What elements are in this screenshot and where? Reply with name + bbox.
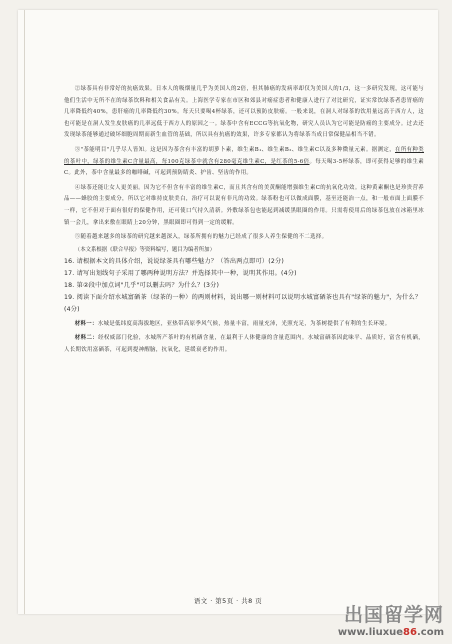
- paragraph-5: ⑤随着越来越多的绿茶的研究越来越深入，绿茶所拥有的魅力已经成了很多人养生保健的不二选择。: [74, 234, 328, 241]
- paragraph-3: [64, 145, 424, 180]
- question-17: 17. 请写出划线句子采用了哪两种说明方法？并选择其中一种，说明其作用。(4分): [64, 269, 297, 277]
- page-footer: 语文 · 第5页 · 共8 页: [193, 597, 263, 605]
- watermark-logo-text: 出国留学网: [343, 604, 444, 626]
- page-fold-line: [24, 10, 25, 614]
- underlined-sentence: 在所有种类的茶叶中，绿茶的维生素C含量最高，每100克绿茶中就含有280毫克维生素C，是红茶的5-6倍: [64, 146, 424, 165]
- paragraph-3-text-a: ③"茶能明目"几乎尽人皆知。这是因为茶含有丰富的胡萝卜素，维生素B₁、维生素B₂、维生素C以及多种微量元素。据测定，: [74, 146, 396, 153]
- site-watermark: [338, 600, 444, 638]
- paragraph-3-text-b: 。每天喝3-5杯绿茶，即可获得足够的维生素C。此外，茶中含量最多的咖啡碱，可起到预防睛炎、护齿、坚齿的作用。: [64, 158, 425, 177]
- question-16: 16. 请根据本文的具体介绍，说说绿茶具有哪些魅力？（答出两点即可）(2分): [64, 257, 284, 265]
- watermark-url-c: .com: [416, 627, 444, 638]
- material-1: [64, 319, 424, 331]
- watermark-url-a: www.liuxue: [337, 627, 404, 638]
- paragraph-4: ④绿茶还能让女人更美丽。因为它不但含有丰富的维生素C，而且其含有的美黄酮能增强维生素C的抗氧化功效。这种黄素酮也是珍贵营养品——蜂胶的主要成分，所以它对维持皮肤美白，治疗可以说有非凡的功效。绿茶粉也可以做成面膜，基至还能治一点，和一般市面上面膜不一样，它不但对于面有很好的保健作用，还可使口气持久清新。外敷绿茶包也能起到减缓黑眼圈的作用。只需将使用后的绿茶包放在冰箱里冰镇一会儿，拿出来敷在眼睛上20分钟，黑眼圈即可得到一定的缓解。: [64, 184, 424, 226]
- paragraph-2: ②绿茶具有非常好的抗癌效果。日本人的吸烟量几乎为美国人的2倍，但其肺癌的发病率却仅为美国人的1/3，这一多研究发现，这可能与他们生活中无所不在的绿茶饮料和相关食品有关。上海医学专家在市区和郊县对癌症患者和健康人进行了对比研究，证实常饮绿茶者患胃癌的几率降低约40%，患肝癌的几率降低约30%。每天只要喝4杯绿茶，还可以预防皮肤癌。一般来说，在洞人对绿茶的饮用量远高于西方人，这也可能是在洞人发生皮肤癌的几率远低于西方人的原因之一。绿茶中含有ECCG等抗氧化物，研究人员认为它可能是防癌的主要成分。过去还发现绿茶能够通过破坏细胞周期而新生血管的基础，所以具有抗癌的效果，许多专家都认为将绿茶当成日常保健品相当不错。: [64, 86, 424, 139]
- material-1-label: 材料一：: [74, 320, 98, 327]
- question-19: 19. 阅读下面介绍水城富硒茶（绿茶的一种）的两则材料，说出哪一则材料可以说明水城富硒茶也具有"绿茶的魅力"，为什么？(4分): [64, 293, 422, 313]
- question-18: 18. 第②段中加点词"几乎"可以删去吗？为什么？(3分): [64, 281, 220, 289]
- material-1-text: 水城是低纬度高海拔地区，亚热带高原季风气候，热量丰富，雨量充沛，光照充足，为茶树提供了有利的生长环境。: [97, 320, 391, 327]
- material-2-label: 材料二：: [74, 335, 99, 342]
- watermark-url: [338, 627, 444, 638]
- source-note: （本文系根据《联合早报》等资料编写，题目为编者所加）: [74, 246, 215, 253]
- exam-page: [18, 10, 438, 614]
- watermark-url-b: 86: [403, 627, 417, 638]
- article-body: [64, 84, 424, 357]
- material-2-text: 经权威部门化验，水城所产茶叶的有机硒含量，在最利于人体健康的含量范围内。水城富硒茶因此味平、品质好，富含有机硒，人长期饮用富硒茶，可起到提神醒脑，抗氧化，延缓衰老的作用。: [64, 335, 424, 353]
- material-2: [64, 333, 424, 356]
